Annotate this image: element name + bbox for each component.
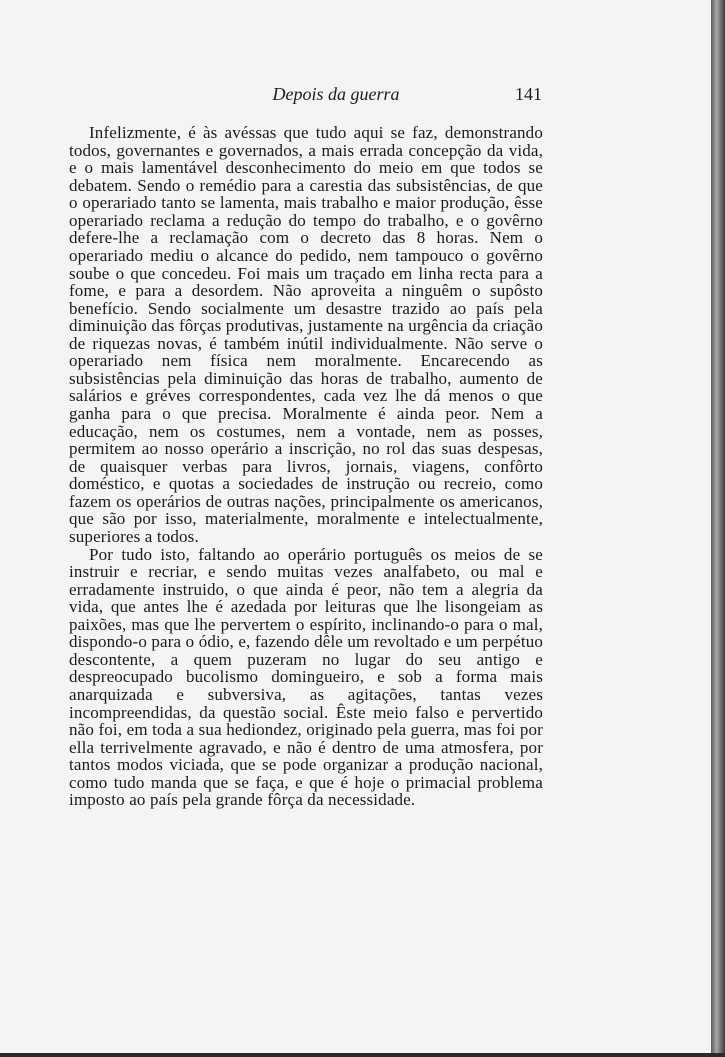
running-header <box>90 84 542 108</box>
body-text <box>69 124 543 809</box>
paragraph: Infelizmente, é às avéssas que tudo aqui se faz, demonstrando todos, governantes e governados, a mais errada concepção da vida, e o mais lamentável desconhecimento do meio em que todos se debatem. Sendo o remédio para a carestia das subsistências, de que o operariado tanto se lamenta, mais trabalho e maior produção, êsse operariado reclama a redução do tempo do trabalho, e o govêrno defere-lhe a reclamação com o decreto das 8 horas. Nem o operariado mediu o alcance do pedido, nem tampouco o govêrno soube o que concedeu. Foi mais um traçado em linha recta para a fome, e para a desordem. Não aproveita a ninguêm o supôsto benefício. Sendo socialmente um desastre trazido ao país pela diminuição das fôrças produtivas, justamente na urgência da criação de riquezas novas, é também inútil individualmente. Não serve o operariado nem física nem moralmente. Encarecendo as subsistências pela diminuição das horas de trabalho, aumento de salários e gréves correspondentes, cada vez lhe dá menos o que ganha para o que precisa. Moralmente é ainda peor. Nem a educação, nem os costumes, nem a vontade, nem as posses, permitem ao nosso operário a inscrição, no rol das suas despesas, de quaisquer verbas para livros, jornais, viagens, confôrto doméstico, e quotas a sociedades de instrução ou recreio, como fazem os operários de outras nações, principalmente os americanos, que são por isso, materialmente, moralmente e intelectualmente, superiores a todos. <box>69 123 543 546</box>
page-number: 141 <box>515 84 542 104</box>
paragraph: Por tudo isto, faltando ao operário português os meios de se instruir e recriar, e sendo muitas vezes analfabeto, ou mal e erradamente instruido, o que ainda é peor, não tem a alegria da vida, que antes lhe é azedada por leituras que lhe lisongeiam as paixões, mas que lhe pervertem o espírito, inclinando-o para o mal, dispondo-o para o ódio, e, fazendo dêle um revoltado e um perpétuo descontente, a quem puzeram no lugar do seu antigo e despreocupado bucolismo domingueiro, e sob a forma mais anarquizada e subversiva, as agitações, tantas vezes incompreendidas, da questão social. Êste meio falso e pervertido não foi, em toda a sua hediondez, originado pela guerra, mas foi por ella terrivelmente agravado, e não é dentro de uma atmosfera, por tantos modos viciada, que se pode organizar a produção nacional, como tudo manda que se faça, e que é hoje o primacial problema imposto ao país pela grande fôrça da necessidade. <box>69 544 543 810</box>
page-edge <box>711 0 725 1057</box>
scan-border <box>0 1053 725 1057</box>
running-title: Depois da guerra <box>272 84 400 104</box>
